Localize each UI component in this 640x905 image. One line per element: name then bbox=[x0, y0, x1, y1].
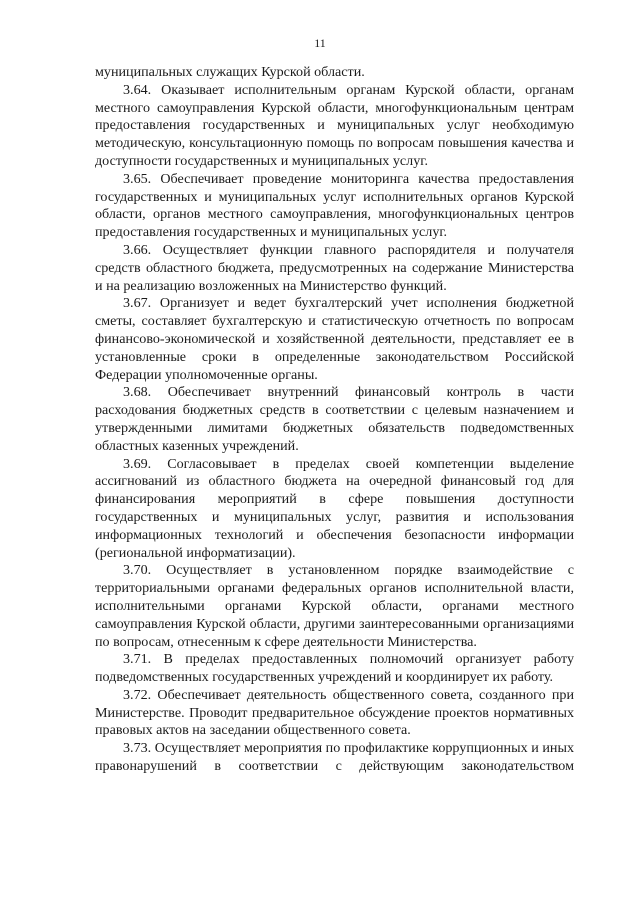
paragraph-3-67: 3.67. Организует и ведет бухгалтерский учет исполнения бюджетной сметы, составляет бухгалтерскую и статистическую отчетность по вопросам финансово-экономической и хозяйственной деятельности, представляет ее в установленные сроки в определенные законодательством Российской Федерации уполномоченные органы. bbox=[95, 295, 574, 383]
paragraph-3-69: 3.69. Согласовывает в пределах своей компетенции выделение ассигнований из областного бюджета на очередной финансовый год для финансирования мероприятий в сфере повышения доступности государственных и муниципальных услуг, развития и использования информационных технологий и обеспечения безопасности информации (региональной информатизации). bbox=[95, 455, 574, 561]
paragraph-3-70: 3.70. Осуществляет в установленном порядке взаимодействие с территориальными органами федеральных органов исполнительной власти, исполнительными органами Курской области, органами местного самоуправления Курской области, другими заинтересованными организациями по вопросам, отнесенным к сфере деятельности Министерства. bbox=[95, 562, 574, 650]
paragraph-3-68: 3.68. Обеспечивает внутренний финансовый контроль в части расходования бюджетных средств в соответствии с целевым назначением и утвержденными лимитами бюджетных обязательств подведомственных областных казенных учреждений. bbox=[95, 384, 574, 454]
paragraph-3-66: 3.66. Осуществляет функции главного распорядителя и получателя средств областного бюджета, предусмотренных на содержание Министерства и на реализацию возложенных на Министерство функций. bbox=[95, 241, 574, 294]
paragraph-3-64: 3.64. Оказывает исполнительным органам Курской области, органам местного самоуправления Курской области, многофункциональным центрам предоставления государственных и муниципальных услуг необходимую методическую, консультационную помощь по вопросам повышения качества и доступности государственных и муниципальных услуг. bbox=[95, 81, 574, 169]
paragraph-3-71: 3.71. В пределах предоставленных полномочий организует работу подведомственных государственных учреждений и координирует их работу. bbox=[95, 651, 574, 686]
document-body bbox=[95, 64, 574, 776]
paragraph-3-65: 3.65. Обеспечивает проведение мониторинга качества предоставления государственных и муниципальных услуг исполнительных органов Курской области, органов местного самоуправления, многофункциональных центров предоставления государственных и муниципальных услуг. bbox=[95, 170, 574, 241]
paragraph-continuation: муниципальных служащих Курской области. bbox=[95, 64, 365, 80]
page-number: 11 bbox=[314, 36, 326, 50]
paragraph-3-73: 3.73. Осуществляет мероприятия по профилактике коррупционных и иных правонарушений в соответствии с действующим законодательством bbox=[95, 740, 574, 775]
paragraph-3-72: 3.72. Обеспечивает деятельность общественного совета, созданного при Министерстве. Проводит предварительное обсуждение проектов нормативных правовых актов на заседании общественного совета. bbox=[95, 686, 574, 739]
